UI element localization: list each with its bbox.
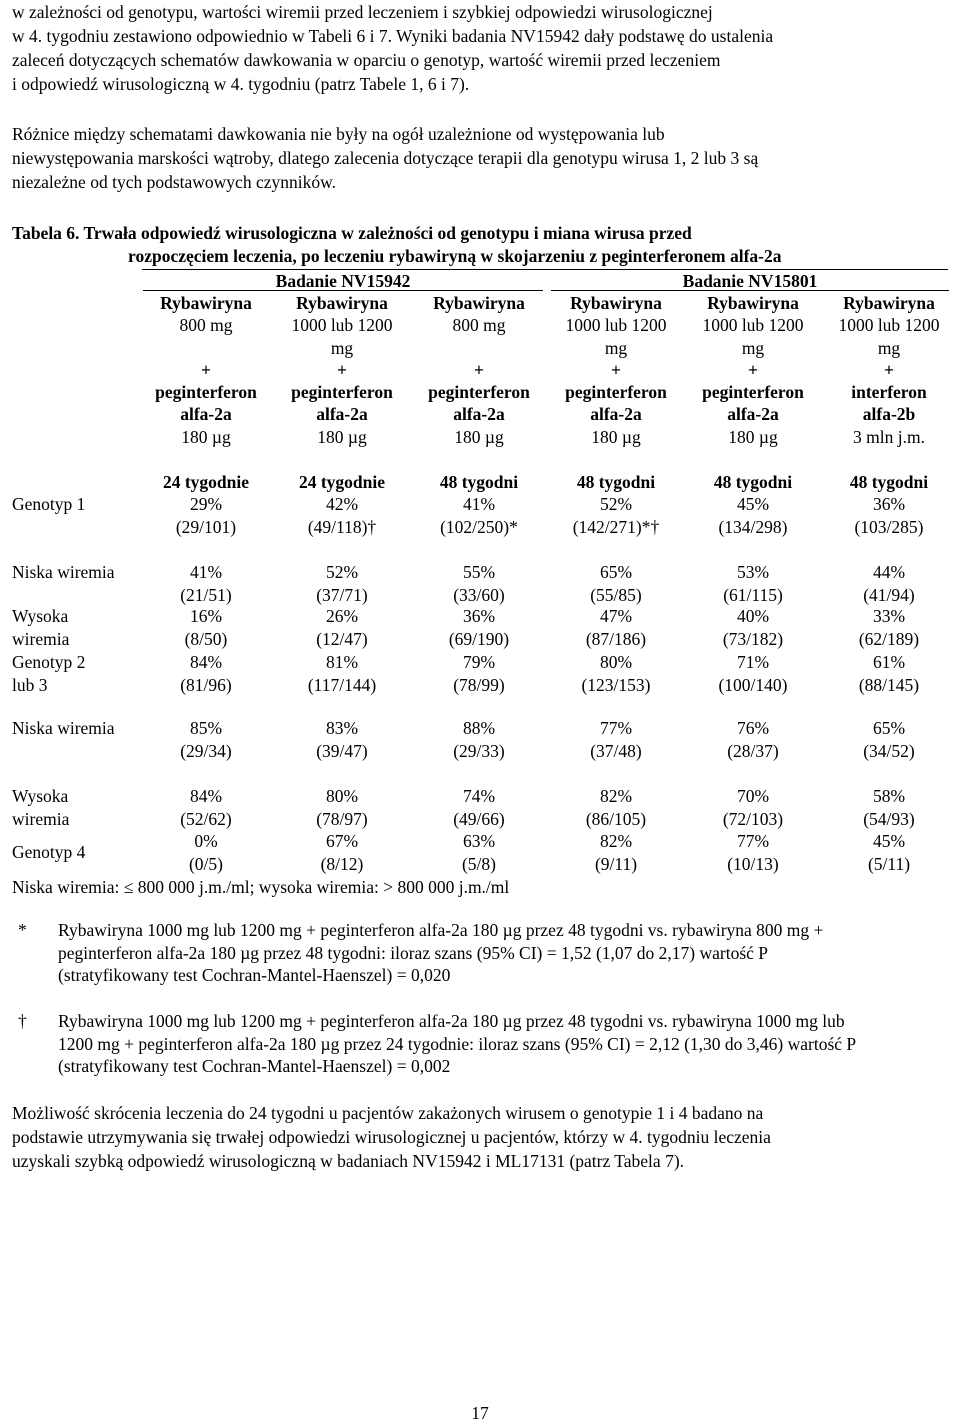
table-cell: [548, 717, 684, 762]
column-header-line: +: [201, 359, 211, 380]
table-cell: [411, 830, 547, 875]
column-header-line: 3 mln j.m.: [853, 426, 925, 447]
count-value: (86/105): [585, 808, 647, 829]
table-cell: [411, 785, 547, 830]
column-header-line: 180 µg: [591, 426, 641, 447]
percent-value: 70%: [736, 786, 770, 806]
table-cell: [821, 785, 957, 830]
count-value: (88/145): [858, 674, 920, 695]
column-header-line: 180 µg: [454, 426, 504, 447]
column-header-line: 800 mg: [179, 315, 233, 336]
column-header: [685, 292, 821, 448]
footnote-mark: †: [18, 1011, 27, 1031]
column-header-line: peginterferon: [702, 382, 804, 403]
column-header: [138, 292, 274, 448]
column-header-line: 800 mg: [452, 315, 506, 336]
column-header-line: +: [884, 359, 894, 380]
percent-value: 29%: [189, 494, 223, 514]
percent-value: 76%: [736, 718, 770, 738]
table-cell: [274, 605, 410, 650]
table-cell: [821, 717, 957, 762]
count-value: (29/33): [453, 740, 505, 761]
count-value: (0/5): [188, 853, 224, 874]
count-value: (8/12): [320, 853, 364, 874]
count-value: (28/37): [727, 740, 779, 761]
row-label-line: wiremia: [12, 808, 70, 829]
percent-value: 82%: [599, 831, 633, 851]
text-line: podstawie utrzymywania się trwałej odpowiedzi wirusologicznej u pacjentów, którzy w 4. tygodniu leczenia: [12, 1127, 771, 1147]
percent-value: 36%: [462, 606, 496, 626]
percent-value: 84%: [189, 652, 223, 672]
column-header-line: mg: [330, 337, 354, 358]
count-value: (62/189): [858, 628, 920, 649]
text-line: niezależne od tych podstawowych czynników.: [12, 172, 336, 192]
column-header-line: alfa-2a: [453, 404, 505, 425]
wiremia-definition: Niska wiremia: ≤ 800 000 j.m./ml; wysoka wiremia: > 800 000 j.m./ml: [12, 877, 510, 897]
percent-value: 74%: [462, 786, 496, 806]
table-cell: [821, 561, 957, 606]
percent-value: 65%: [872, 718, 906, 738]
text-line: Możliwość skrócenia leczenia do 24 tygodni u pacjentów zakażonych wirusem o genotypie 1 i 4 badano na: [12, 1103, 764, 1123]
count-value: (102/250)*: [440, 516, 518, 537]
row-label: [12, 651, 85, 696]
percent-value: 41%: [189, 562, 223, 582]
percent-value: 53%: [736, 562, 770, 582]
table-cell: [821, 605, 957, 650]
study-divider: [143, 290, 543, 291]
column-header: [821, 292, 957, 448]
column-header-line: alfa-2a: [316, 404, 368, 425]
table-title-line-1: Tabela 6. Trwała odpowiedź wirusologiczna w zależności od genotypu i miana wirusa przed: [12, 223, 692, 243]
column-header-line: alfa-2a: [727, 404, 779, 425]
column-header-line: +: [748, 359, 758, 380]
percent-value: 52%: [325, 562, 359, 582]
percent-value: 80%: [599, 652, 633, 672]
count-value: (55/85): [590, 584, 642, 605]
row-label: [12, 493, 85, 516]
percent-value: 16%: [189, 606, 223, 626]
column-header-line: +: [611, 359, 621, 380]
row-label-line: lub 3: [12, 674, 48, 695]
count-value: (10/13): [727, 853, 779, 874]
row-label-line: Genotyp 1: [12, 494, 86, 514]
count-value: (29/101): [175, 516, 237, 537]
column-header-line: Rybawiryna: [433, 293, 525, 313]
column-header-line: peginterferon: [291, 382, 393, 403]
table-cell: [548, 830, 684, 875]
percent-value: 85%: [189, 718, 223, 738]
percent-value: 0%: [194, 831, 218, 851]
count-value: (8/50): [184, 628, 228, 649]
text-line: uzyskali szybką odpowiedź wirusologiczną w badaniach NV15942 i ML17131 (patrz Tabela 7).: [12, 1151, 685, 1171]
percent-value: 79%: [462, 652, 496, 672]
column-header-line: peginterferon: [155, 382, 257, 403]
page-number: 17: [471, 1403, 489, 1423]
row-label-line: Genotyp 4: [12, 842, 86, 862]
study-divider: [551, 290, 949, 291]
footnote-line: (stratyfikowany test Cochran-Mantel-Haenszel) = 0,002: [58, 1056, 451, 1076]
column-header-line: 180 µg: [728, 426, 778, 447]
row-label-line: Genotyp 2: [12, 652, 86, 672]
count-value: (134/298): [718, 516, 788, 537]
count-value: (29/34): [180, 740, 232, 761]
table-cell: [274, 651, 410, 696]
footnote-mark: *: [18, 920, 27, 940]
count-value: (73/182): [722, 628, 784, 649]
count-value: (54/93): [863, 808, 915, 829]
table-cell: [685, 785, 821, 830]
text-line: zaleceń dotyczących schematów dawkowania w oparciu o genotyp, wartość wiremii przed leczeniem: [12, 50, 721, 70]
count-value: (49/66): [453, 808, 505, 829]
percent-value: 36%: [872, 494, 906, 514]
table-cell: [138, 830, 274, 875]
column-header-line: 1000 lub 1200: [291, 315, 393, 336]
percent-value: 26%: [325, 606, 359, 626]
count-value: (33/60): [453, 584, 505, 605]
percent-value: 65%: [599, 562, 633, 582]
count-value: (69/190): [448, 628, 510, 649]
table-cell: [685, 651, 821, 696]
cirrhosis-paragraph: [12, 122, 948, 194]
table-cell: [821, 493, 957, 538]
row-label: [12, 785, 69, 830]
percent-value: 80%: [325, 786, 359, 806]
column-header-line: Rybawiryna: [296, 293, 388, 313]
column-header: [274, 292, 410, 448]
percent-value: 33%: [872, 606, 906, 626]
count-value: (37/48): [590, 740, 642, 761]
column-header-line: Rybawiryna: [160, 293, 252, 313]
column-header: [411, 292, 547, 448]
text-line: niewystępowania marskości wątroby, dlatego zalecenia dotyczące terapii dla genotypu wirusa 1, 2 lub 3 są: [12, 148, 759, 168]
count-value: (117/144): [307, 674, 377, 695]
count-value: (52/62): [180, 808, 232, 829]
duration-header: 24 tygodnie: [162, 472, 250, 492]
count-value: (87/186): [585, 628, 647, 649]
percent-value: 45%: [736, 494, 770, 514]
table-cell: [138, 605, 274, 650]
table-cell: [821, 651, 957, 696]
percent-value: 41%: [462, 494, 496, 514]
study-header-nv15801: Badanie NV15801: [682, 271, 818, 291]
percent-value: 82%: [599, 786, 633, 806]
table-cell: [138, 785, 274, 830]
row-label-line: Wysoka: [12, 786, 69, 806]
percent-value: 55%: [462, 562, 496, 582]
percent-value: 67%: [325, 831, 359, 851]
percent-value: 40%: [736, 606, 770, 626]
column-header-line: [411, 337, 547, 359]
table-cell: [685, 605, 821, 650]
table-cell: [685, 717, 821, 762]
table-cell: [274, 717, 410, 762]
closing-paragraph: [12, 1101, 948, 1173]
study-header-nv15942: Badanie NV15942: [275, 271, 411, 291]
percent-value: 83%: [325, 718, 359, 738]
column-header-line: Rybawiryna: [570, 293, 662, 313]
column-header-line: 1000 lub 1200: [565, 315, 667, 336]
count-value: (12/47): [316, 628, 368, 649]
table-title-line-2: rozpoczęciem leczenia, po leczeniu rybawiryną w skojarzeniu z peginterferonem alfa-2a: [128, 246, 782, 266]
table-cell: [548, 561, 684, 606]
table-cell: [274, 493, 410, 538]
percent-value: 88%: [462, 718, 496, 738]
column-header-line: alfa-2a: [180, 404, 232, 425]
duration-header: 48 tygodni: [439, 472, 519, 492]
table-cell: [411, 651, 547, 696]
percent-value: 84%: [189, 786, 223, 806]
column-header-line: mg: [877, 337, 901, 358]
count-value: (103/285): [854, 516, 924, 537]
text-line: w 4. tygodniu zestawiono odpowiednio w Tabeli 6 i 7. Wyniki badania NV15942 dały podstawę do ustalenia: [12, 26, 774, 46]
duration-header: 48 tygodni: [713, 472, 793, 492]
count-value: (78/99): [453, 674, 505, 695]
row-label-line: Wysoka: [12, 606, 69, 626]
table-cell: [685, 561, 821, 606]
row-label: [12, 841, 85, 864]
table-cell: [138, 651, 274, 696]
row-label-line: Niska wiremia: [12, 562, 115, 582]
column-header-line: peginterferon: [428, 382, 530, 403]
percent-value: 63%: [462, 831, 496, 851]
table-cell: [548, 493, 684, 538]
duration-header: 24 tygodnie: [298, 472, 386, 492]
table-cell: [548, 651, 684, 696]
table-cell: [274, 785, 410, 830]
table-cell: [411, 605, 547, 650]
count-value: (34/52): [863, 740, 915, 761]
percent-value: 47%: [599, 606, 633, 626]
footnote-line: Rybawiryna 1000 mg lub 1200 mg + peginterferon alfa-2a 180 µg przez 48 tygodni vs. rybawiryna 800 mg +: [58, 920, 824, 940]
table-cell: [548, 785, 684, 830]
count-value: (5/8): [461, 853, 497, 874]
column-header-line: alfa-2a: [590, 404, 642, 425]
column-header-line: 1000 lub 1200: [702, 315, 804, 336]
table-title: [12, 222, 952, 268]
percent-value: 44%: [872, 562, 906, 582]
row-label: [12, 561, 115, 584]
percent-value: 42%: [325, 494, 359, 514]
intro-paragraph: [12, 0, 948, 96]
table-cell: [138, 493, 274, 538]
percent-value: 77%: [736, 831, 770, 851]
percent-value: 58%: [872, 786, 906, 806]
duration-header: 48 tygodni: [576, 472, 656, 492]
count-value: (123/153): [581, 674, 651, 695]
percent-value: 77%: [599, 718, 633, 738]
column-header-line: mg: [741, 337, 765, 358]
table-cell: [274, 830, 410, 875]
table-cell: [138, 561, 274, 606]
duration-header: 48 tygodni: [849, 472, 929, 492]
count-value: (39/47): [316, 740, 368, 761]
column-header-line: 180 µg: [317, 426, 367, 447]
table-cell: [821, 830, 957, 875]
count-value: (21/51): [180, 584, 232, 605]
percent-value: 71%: [736, 652, 770, 672]
column-header-line: +: [337, 359, 347, 380]
count-value: (49/118)†: [307, 516, 377, 537]
count-value: (9/11): [594, 853, 638, 874]
table-cell: [685, 830, 821, 875]
column-header-line: peginterferon: [565, 382, 667, 403]
count-value: (41/94): [863, 584, 915, 605]
count-value: (100/140): [718, 674, 788, 695]
footnote-line: 1200 mg + peginterferon alfa-2a 180 µg przez 24 tygodnie: iloraz szans (95% CI) = 2,12 (1,30 do 3,46) wartość P: [58, 1033, 857, 1054]
text-line: i odpowiedź wirusologiczną w 4. tygodniu (patrz Tabele 1, 6 i 7).: [12, 74, 470, 94]
column-header-line: +: [474, 359, 484, 380]
column-header-line: interferon: [851, 382, 927, 403]
table-cell: [548, 605, 684, 650]
column-header-line: Rybawiryna: [843, 293, 935, 313]
table-cell: [685, 493, 821, 538]
count-value: (78/97): [316, 808, 368, 829]
table-cell: [411, 561, 547, 606]
column-header-line: mg: [604, 337, 628, 358]
column-header-line: Rybawiryna: [707, 293, 799, 313]
count-value: (37/71): [316, 584, 368, 605]
footnote-line: Rybawiryna 1000 mg lub 1200 mg + peginterferon alfa-2a 180 µg przez 48 tygodni vs. rybawiryna 1000 mg lub: [58, 1011, 845, 1031]
percent-value: 45%: [872, 831, 906, 851]
row-label: [12, 605, 69, 650]
column-header-line: [138, 337, 274, 359]
count-value: (5/11): [867, 853, 911, 874]
count-value: (61/115): [723, 584, 783, 605]
row-label-line: wiremia: [12, 628, 70, 649]
column-header-line: alfa-2b: [862, 404, 916, 425]
text-line: Różnice między schematami dawkowania nie były na ogół uzależnione od występowania lub: [12, 124, 665, 144]
percent-value: 61%: [872, 652, 906, 672]
footnote-line: (stratyfikowany test Cochran-Mantel-Haenszel) = 0,020: [58, 965, 451, 985]
row-label: [12, 717, 115, 740]
percent-value: 52%: [599, 494, 633, 514]
count-value: (72/103): [722, 808, 784, 829]
text-line: w zależności od genotypu, wartości wiremii przed leczeniem i szybkiej odpowiedzi wirusologicznej: [12, 2, 713, 22]
column-header-line: 1000 lub 1200: [838, 315, 940, 336]
column-header-line: 180 µg: [181, 426, 231, 447]
percent-value: 81%: [325, 652, 359, 672]
count-value: (81/96): [180, 674, 232, 695]
table-cell: [274, 561, 410, 606]
table-top-border: [142, 269, 948, 270]
footnote-line: peginterferon alfa-2a 180 µg przez 48 tygodni: iloraz szans (95% CI) = 1,52 (1,07 do 2,17) wartość P: [58, 942, 769, 963]
table-cell: [411, 717, 547, 762]
column-header: [548, 292, 684, 448]
table-cell: [411, 493, 547, 538]
table-cell: [138, 717, 274, 762]
row-label-line: Niska wiremia: [12, 718, 115, 738]
count-value: (142/271)*†: [572, 516, 660, 537]
